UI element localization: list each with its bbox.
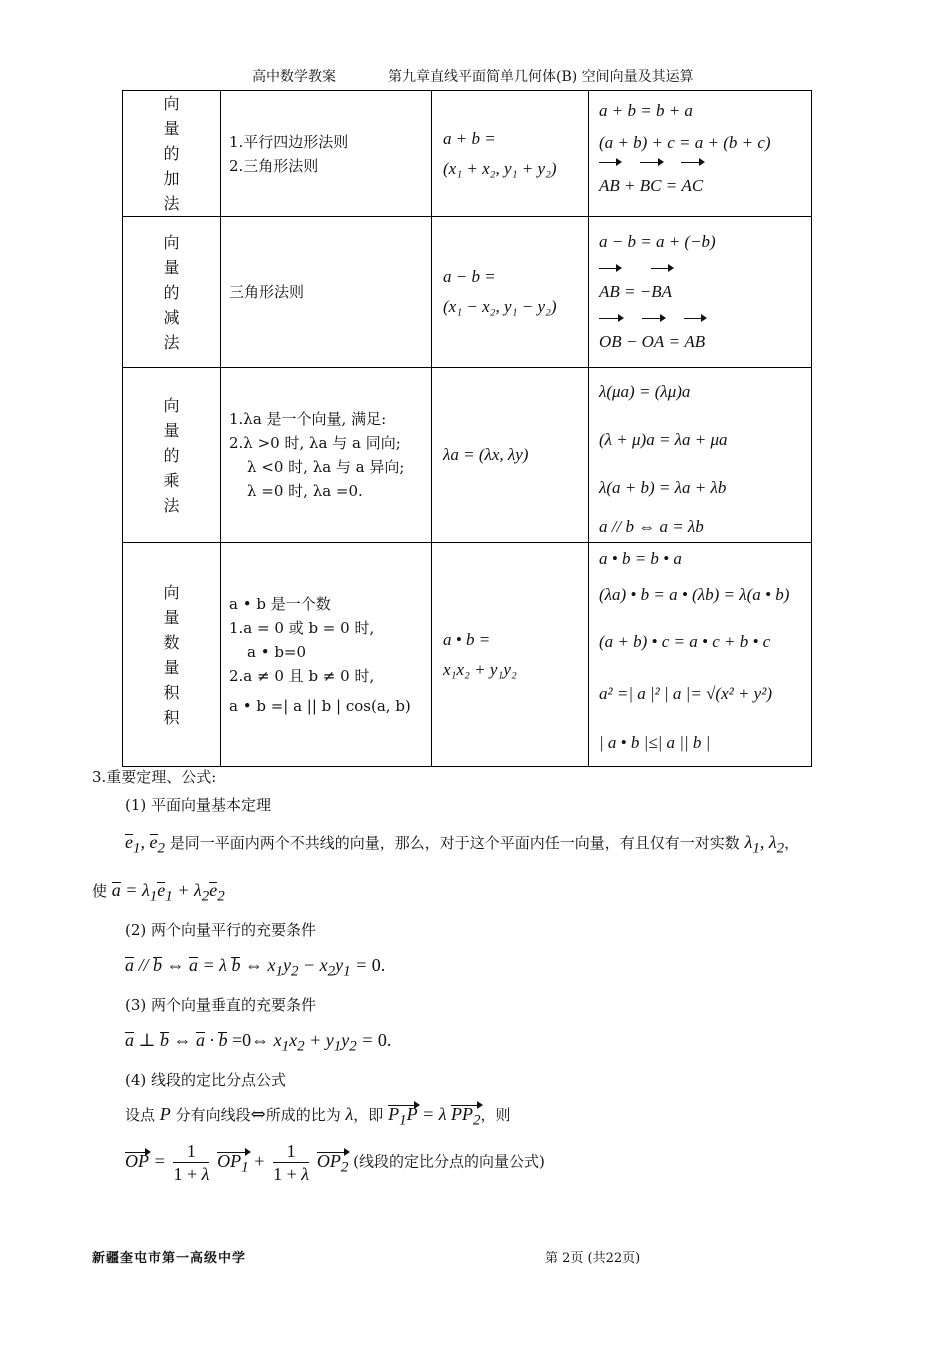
table-row-addition	[123, 91, 812, 217]
vector-sum-law: AB + BC = AC	[599, 161, 811, 211]
theorem-1-formula: 使 $a = \lambda_1e_1 + \lambda_2e_2$	[92, 880, 225, 905]
coord-cell: a • b = x₁x₂ + y₁y₂	[432, 543, 589, 767]
coord-cell: λa = (λx, λy)	[432, 368, 589, 543]
theorem-3-formula: a ⊥ b ⇔ a · b =0⇔ $x_1x_2 + y_1y_2 = 0$.	[125, 1030, 392, 1055]
vector-operations-table	[122, 90, 812, 767]
vector-difference-law: OB − OA = AB	[599, 317, 811, 367]
rule-cell: 1.λa 是一个向量, 满足: 2.λ >0 时, λa 与 a 同向; λ <0 时, λa 与 a 异向; λ =0 时, λa =0.	[221, 368, 432, 543]
laws-cell: λ(μa) = (λμ)a (λ + μ)a = λa + μa λ(a + b) = λa + λb a // b ⇔ a = λb	[589, 368, 812, 543]
theorem-4-statement: 设点 P 分有向线段⇔所成的比为 λ，即 $P_1P = \lambda$ $PP_2$，则	[125, 1104, 511, 1129]
theorem-4-title: (4) 线段的定比分点公式	[125, 1071, 287, 1089]
table-row-subtraction	[123, 217, 812, 368]
section-title: 3.重要定理、公式:	[92, 768, 217, 786]
table-row-scalar-multiplication	[123, 368, 812, 543]
rule-cell: 三角形法则	[221, 217, 432, 368]
vector-negation-law: AB = −BA	[599, 267, 811, 317]
laws-cell: a − b = a + (−b) AB = −BA OB − OA = AB	[589, 217, 812, 368]
theorem-1-statement: $e_1$, $e_2$ 是同一平面内两个不共线的向量，那么，对于这个平面内任一向量，有且仅有一对实数 $\lambda_1$, $\lambda_2$，	[125, 832, 800, 857]
table-row-dot-product	[123, 543, 812, 767]
theorem-4-formula: OP = $\frac{1}{1 + \lambda}$ $OP_1$ + $\frac{1}{1 + \lambda}$ $OP_2$ (线段的定比分点的向量公式)	[125, 1141, 545, 1184]
header-course: 高中数学教案	[252, 69, 336, 85]
op-cell: 向 量 的 减 法	[123, 217, 221, 368]
laws-cell: a + b = b + a (a + b) + c = a + (b + c) AB + BC = AC	[589, 91, 812, 217]
rule-cell: 1.平行四边形法则 2.三角形法则	[221, 91, 432, 217]
footer-school: 新疆奎屯市第一高级中学	[92, 1251, 247, 1266]
theorem-3-title: (3) 两个向量垂直的充要条件	[125, 996, 317, 1014]
theorem-1-title: (1) 平面向量基本定理	[125, 796, 272, 814]
rule-cell: a • b 是一个数 1.a = 0 或 b = 0 时, a • b=0 2.a ≠ 0 且 b ≠ 0 时, a • b =| a || b | cos(a, b)	[221, 543, 432, 767]
laws-cell: a • b = b • a (λa) • b = a • (λb) = λ(a • b) (a + b) • c = a • c + b • c a² =| a |² | a |= √(x² + y²) | a • b |≤| a || b |	[589, 543, 812, 767]
coord-cell: a + b = (x₁ + x₂, y₁ + y₂)	[432, 91, 589, 217]
op-cell: 向 量 的 加 法	[123, 91, 221, 217]
theorem-2-title: (2) 两个向量平行的充要条件	[125, 921, 317, 939]
coord-cell: a − b = (x₁ − x₂, y₁ − y₂)	[432, 217, 589, 368]
theorem-2-formula: a // b ⇔ a = λ b ⇔ $x_1y_2 - x_2y_1 = 0$.	[125, 955, 386, 980]
op-cell: 向 量 的 乘 法	[123, 368, 221, 543]
header-chapter: 第九章直线平面简单几何体(B) 空间向量及其运算	[388, 69, 694, 85]
op-cell: 向 量 数 量 积 积	[123, 543, 221, 767]
footer-page-number: 第 2页 (共22页)	[545, 1251, 641, 1266]
